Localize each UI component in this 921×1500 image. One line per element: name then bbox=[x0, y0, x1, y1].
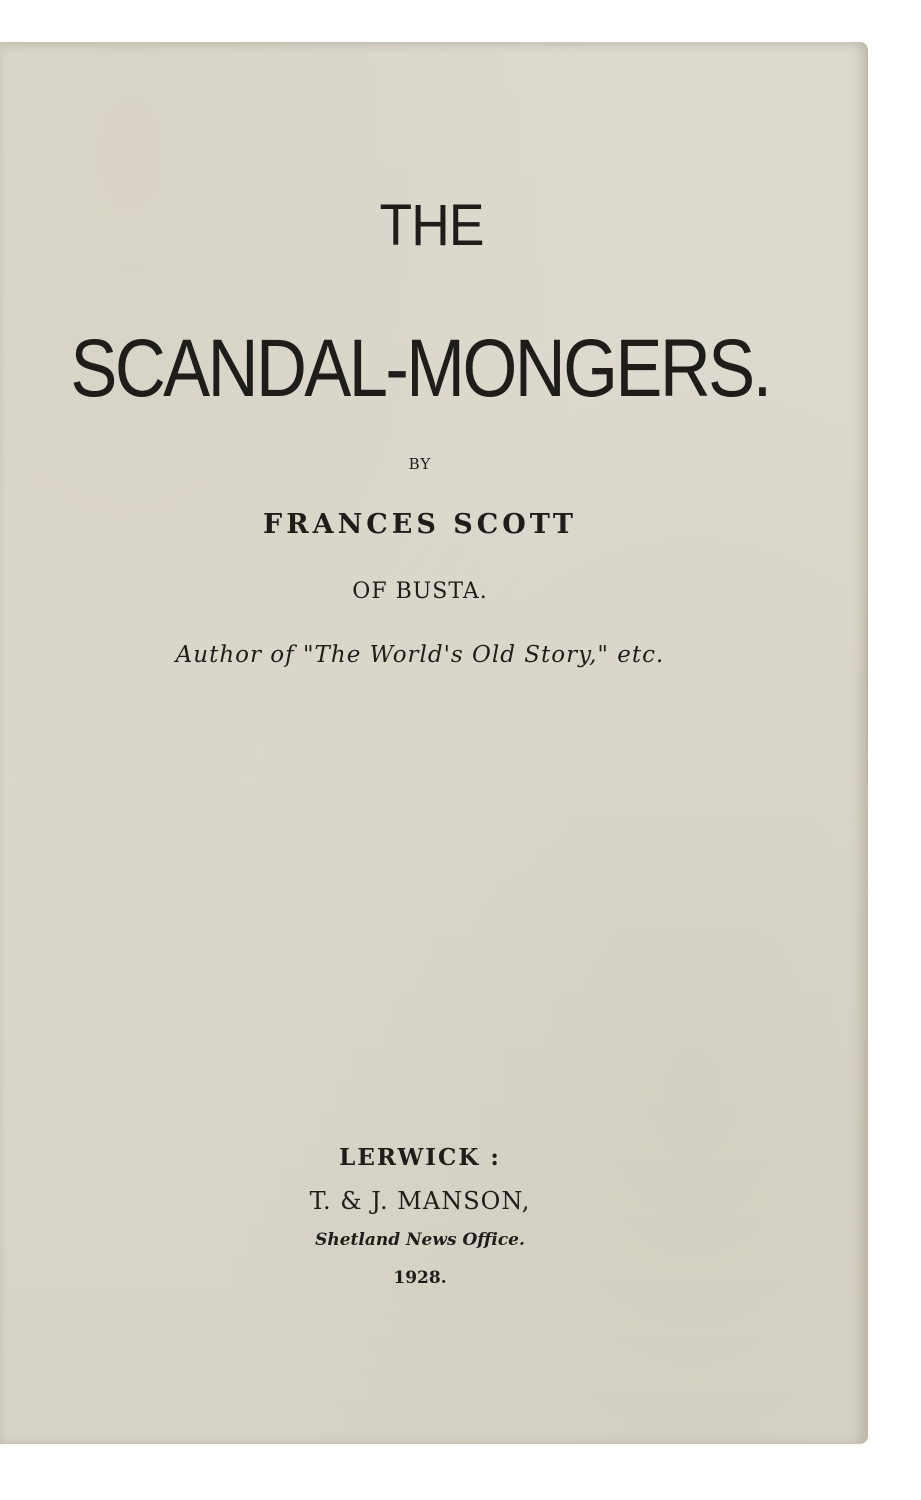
publication-place: LERWICK : bbox=[339, 1144, 501, 1171]
by-line: BY bbox=[408, 455, 432, 473]
author-origin: OF BUSTA. bbox=[352, 579, 488, 604]
author-name: FRANCES SCOTT bbox=[263, 509, 577, 540]
title-line-the: THE bbox=[379, 193, 484, 258]
publisher-office: Shetland News Office. bbox=[315, 1230, 525, 1250]
publication-year: 1928. bbox=[393, 1268, 447, 1288]
publisher-name: T. & J. MANSON, bbox=[309, 1187, 531, 1215]
book-title: SCANDAL-MONGERS. bbox=[70, 323, 770, 414]
author-other-works: Author of "The World's Old Story," etc. bbox=[175, 642, 665, 668]
book-title-page bbox=[0, 42, 868, 1444]
